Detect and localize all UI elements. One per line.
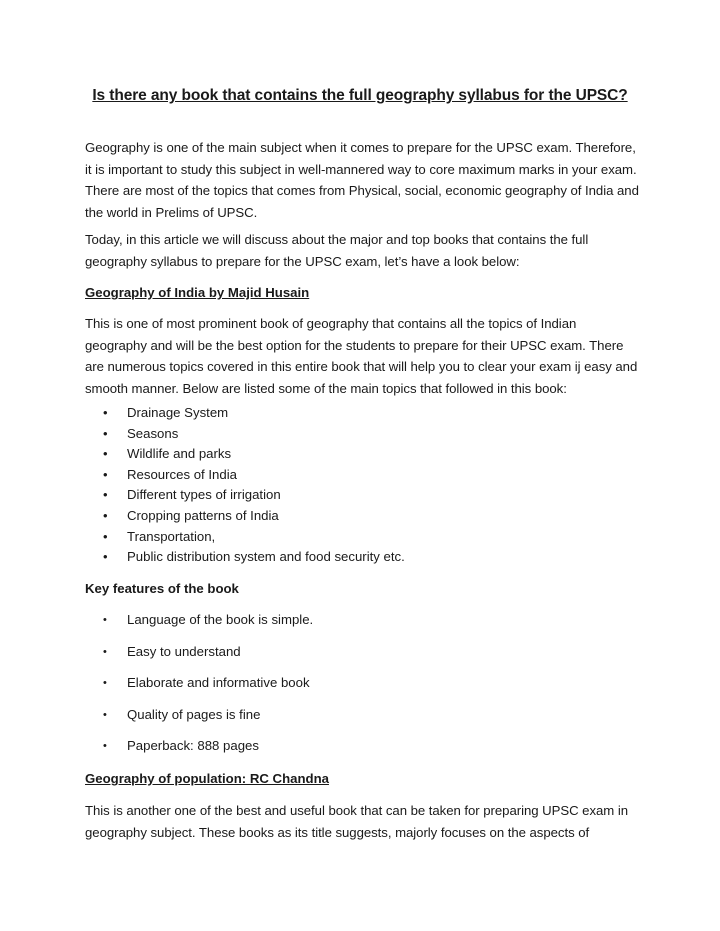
bullet-icon: • bbox=[103, 677, 107, 690]
list-item: • Public distribution system and food security etc. bbox=[85, 547, 405, 568]
list-item: • Cropping patterns of India bbox=[85, 506, 405, 527]
section2-paragraph: This is another one of the best and useful book that can be taken for preparing UPSC exam in geography subject. These books as its title suggests, majorly focuses on the aspects of bbox=[85, 803, 629, 840]
list-item: • Seasons bbox=[85, 424, 405, 445]
bullet-icon: • bbox=[103, 425, 108, 441]
list-item: • Different types of irrigation bbox=[85, 485, 405, 506]
features-list bbox=[85, 610, 313, 768]
list-item: • Wildlife and parks bbox=[85, 444, 405, 465]
list-item: • Paperback: 888 pages bbox=[85, 736, 313, 768]
intro-paragraph: Geography is one of the main subject when it comes to prepare for the UPSC exam. Therefore, it is important to study this subject in well-mannered way to core maximum marks in your exam. There are most of the topics that comes from Physical, social, economic geography of India and the world in Prelims of UPSC. bbox=[85, 140, 639, 220]
bullet-icon: • bbox=[103, 466, 108, 482]
list-item: • Drainage System bbox=[85, 403, 405, 424]
list-item: • Transportation, bbox=[85, 527, 405, 548]
bullet-icon: • bbox=[103, 549, 108, 565]
list-item: • Resources of India bbox=[85, 465, 405, 486]
list-item: • Easy to understand bbox=[85, 642, 313, 674]
page-title: Is there any book that contains the full geography syllabus for the UPSC? bbox=[92, 87, 628, 104]
list-item: • Quality of pages is fine bbox=[85, 705, 313, 737]
topics-list bbox=[85, 403, 405, 568]
bullet-icon: • bbox=[103, 405, 108, 420]
section-heading-rc-chandna: Geography of population: RC Chandna bbox=[85, 771, 329, 786]
second-paragraph: Today, in this article we will discuss about the major and top books that contains the full geography syllabus to prepare for the UPSC exam, let’s have a look below: bbox=[85, 232, 589, 269]
bullet-icon: • bbox=[103, 614, 107, 626]
key-features-heading: Key features of the book bbox=[85, 581, 239, 596]
section1-paragraph: This is one of most prominent book of geography that contains all the topics of Indian geography and will be the best option for the students to prepare for their UPSC exam. There are numerous topics covered in this entire book that will help you to clear your exam ij easy and smooth manner. Below are listed some of the main topics that followed in this book: bbox=[85, 316, 638, 396]
bullet-icon: • bbox=[103, 528, 108, 544]
list-item: • Language of the book is simple. bbox=[85, 610, 313, 642]
bullet-icon: • bbox=[103, 708, 107, 721]
list-item: • Elaborate and informative book bbox=[85, 673, 313, 705]
bullet-icon: • bbox=[103, 740, 107, 753]
bullet-icon: • bbox=[103, 446, 108, 462]
bullet-icon: • bbox=[103, 507, 108, 523]
section-heading-majid-husain: Geography of India by Majid Husain bbox=[85, 285, 310, 300]
bullet-icon: • bbox=[103, 645, 107, 658]
bullet-icon: • bbox=[103, 487, 108, 503]
